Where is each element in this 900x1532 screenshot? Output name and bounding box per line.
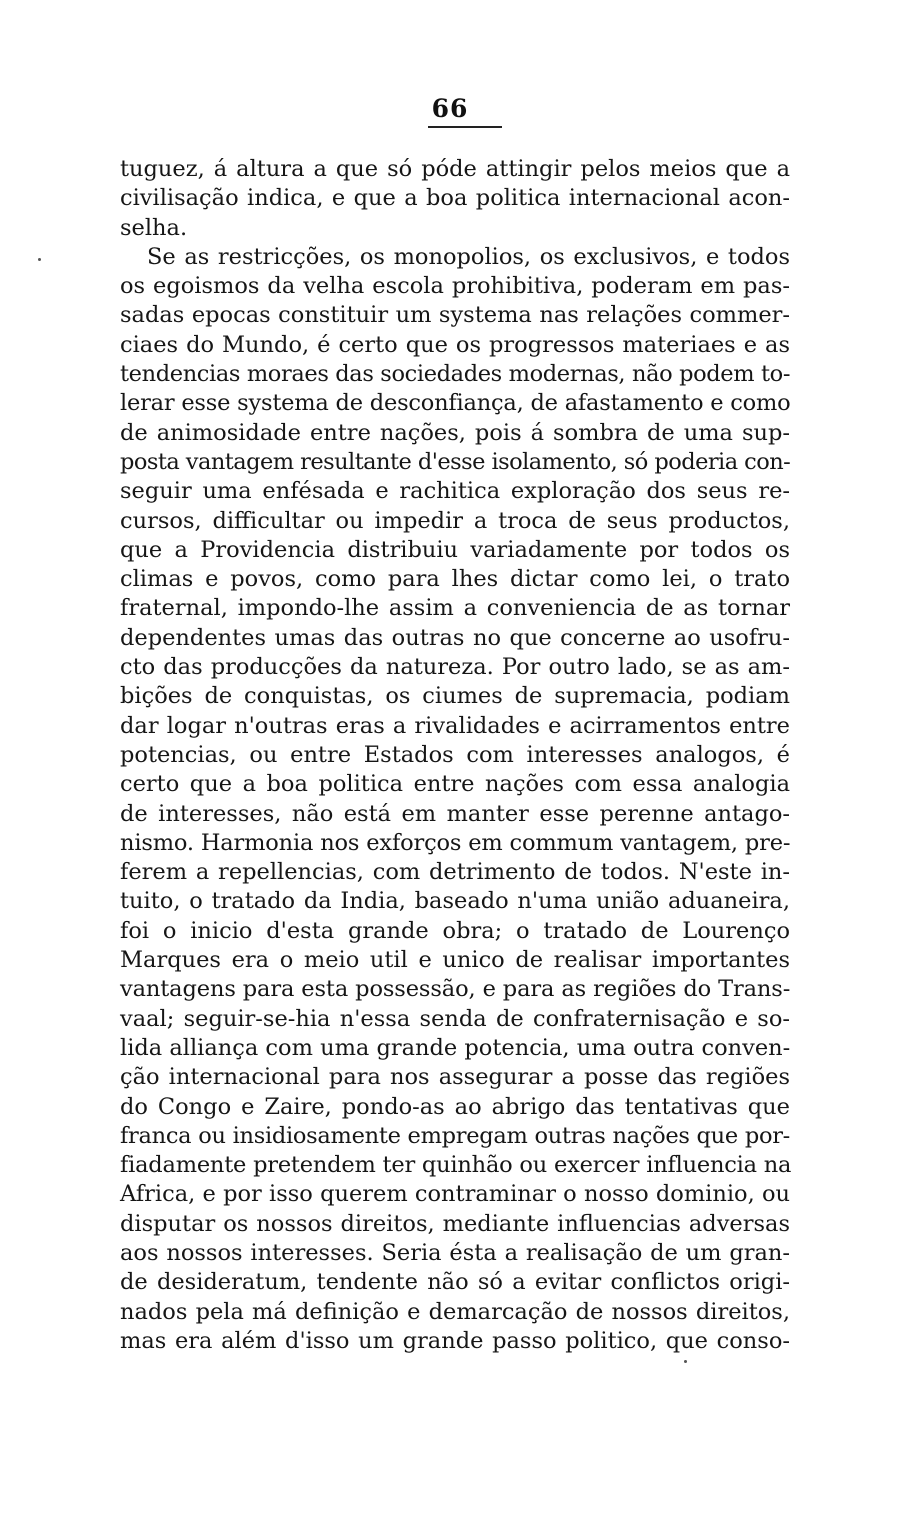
text-line: cto das producções da natureza. Por outro lado, se as am- [120,654,790,681]
text-line: seguir uma enfésada e rachitica exploração dos seus re- [120,478,790,505]
text-line: nados pela má definição e demarcação de nossos direitos, [120,1298,790,1325]
text-line: selha. [120,214,188,241]
text-line: do Congo e Zaire, pondo-as ao abrigo das tentativas que [120,1093,790,1120]
text-line: posta vantagem resultante d'esse isolamento, só poderia con- [120,448,791,475]
stray-ink-mark [38,258,41,261]
text-line: dependentes umas das outras no que concerne ao usofru- [120,624,790,651]
text-line: bições de conquistas, os ciumes de supremacia, podiam [120,683,790,710]
text-line: franca ou insidiosamente empregam outras nações que por- [120,1122,790,1149]
text-line: Se as restricções, os monopolios, os exclusivos, e todos [147,243,790,270]
text-line: vaal; seguir-se-hia n'essa senda de confraternisação e so- [120,1005,790,1032]
text-line: fraternal, impondo-lhe assim a conveniencia de as tornar [120,595,790,622]
text-line: certo que a boa politica entre nações com essa analogia [120,771,790,798]
text-line: civilisação indica, e que a boa politica internacional acon- [120,185,790,212]
text-line: que a Providencia distribuiu variadamente por todos os [120,536,790,563]
text-line: foi o inicio d'esta grande obra; o tratado de Lourenço [120,917,790,944]
text-line: potencias, ou entre Estados com interesses analogos, é [120,741,790,768]
text-line: ciaes do Mundo, é certo que os progressos materiaes e as [120,331,790,358]
text-line: tendencias moraes das sociedades modernas, não podem to- [120,361,791,388]
stray-ink-mark [684,1360,687,1363]
text-line: de desideratum, tendente não só a evitar conflictos origi- [120,1269,790,1296]
text-line: ferem a repellencias, com detrimento de todos. N'este in- [120,859,790,886]
text-line: ção internacional para nos assegurar a posse das regiões [120,1064,790,1091]
text-line: nismo. Harmonia nos exforços em commum vantagem, pre- [120,829,791,856]
text-line: Africa, e por isso querem contraminar o nosso dominio, ou [120,1181,790,1208]
text-line: Marques era o meio util e unico de realisar importantes [120,947,790,974]
text-line: de animosidade entre nações, pois á sombra de uma sup- [120,419,790,446]
text-line: tuguez, á altura a que só póde attingir pelos meios que a [120,156,790,182]
text-line: lerar esse systema de desconfiança, de afastamento e como [120,390,791,417]
text-line: climas e povos, como para lhes dictar como lei, o trato [120,566,790,593]
page-number: 66 [431,94,469,123]
text-line: de interesses, não está em manter esse perenne antago- [120,800,790,827]
text-line: sadas epocas constituir um systema nas relações commer- [120,302,790,329]
text-line: cursos, difficultar ou impedir a troca de seus productos, [120,507,790,534]
text-line: fiadamente pretendem ter quinhão ou exercer influencia na [120,1152,792,1179]
text-line: os egoismos da velha escola prohibitiva, poderam em pas- [120,273,790,300]
page-number-rule [428,126,502,128]
text-line: dar logar n'outras eras a rivalidades e acirramentos entre [120,712,790,739]
text-line: vantagens para esta possessão, e para as regiões do Trans- [120,976,791,1003]
text-line: tuito, o tratado da India, baseado n'uma união aduaneira, [120,888,790,915]
body-text [120,155,790,1356]
text-line: disputar os nossos direitos, mediante influencias adversas [120,1210,790,1237]
text-line: mas era além d'isso um grande passo politico, que conso- [120,1327,790,1354]
text-line: aos nossos interesses. Seria ésta a realisação de um gran- [120,1239,790,1266]
text-line: lida alliança com uma grande potencia, uma outra conven- [120,1034,791,1061]
